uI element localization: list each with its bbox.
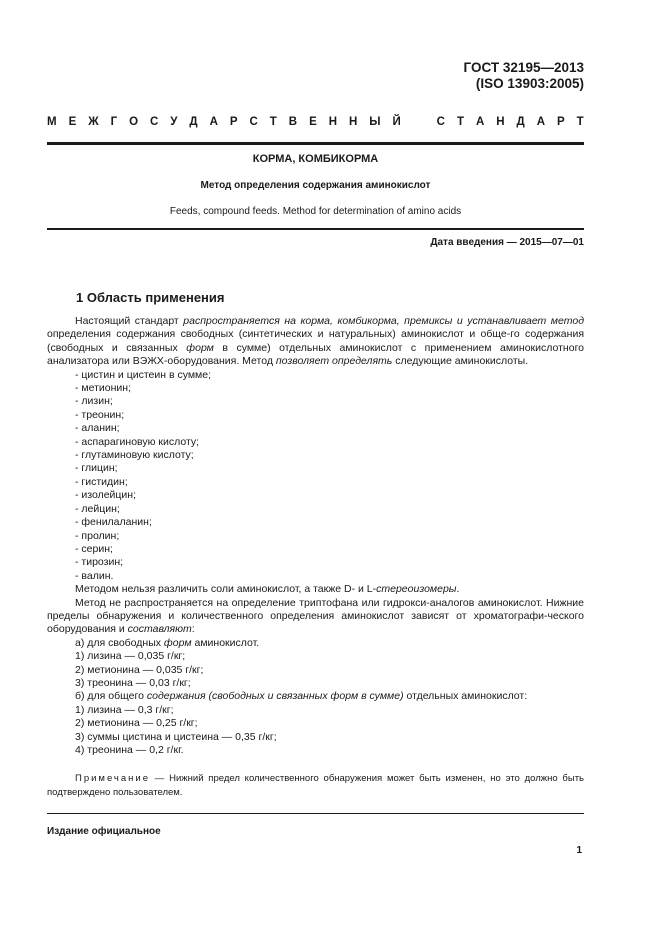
text-run: а) для свободных [75, 636, 164, 649]
amino-acid-item: - валин. [75, 569, 114, 582]
iso-reference: (ISO 13903:2005) [475, 76, 584, 91]
amino-acid-item: - метионин; [75, 382, 132, 395]
text-run: аминокислот. [191, 636, 260, 649]
isomer-paragraph [47, 583, 584, 596]
banner-letter: Е [68, 116, 77, 128]
text-run: определения содержания свободных (синтетических и натуральных) аминокислот и обще-го содержания (свободных и связанных [47, 328, 584, 354]
text-run: Метод не распространяется на определение триптофана или гидрокси-аналогов аминокислот. Нижние пределы обнаружения и количественного определения аминокислот зависят от хроматографи-ческого оборудования и [47, 596, 584, 636]
banner-letter: Г [110, 116, 118, 128]
banner-letter: Н [496, 116, 505, 128]
amino-acid-item: - пролин; [75, 529, 120, 542]
amino-acid-item: - глутаминовую кислоту; [75, 449, 194, 462]
banner-letter: Р [229, 116, 238, 128]
footer-divider [47, 813, 584, 814]
page-number: 1 [576, 845, 582, 856]
banner-letter: Й [392, 116, 401, 128]
banner-letter: А [209, 116, 218, 128]
header-divider [47, 142, 584, 145]
banner-letter: Н [328, 116, 338, 128]
note-label: Примечание [75, 773, 150, 784]
amino-acid-item: - фенилаланин; [75, 516, 152, 529]
title-divider [47, 228, 584, 230]
text-run: б) для общего [75, 690, 147, 703]
amino-acid-item: - цистин и цистеин в сумме; [75, 368, 212, 381]
banner-letter: В [288, 116, 298, 128]
text-run: Методом нельзя различить соли аминокислот, а также D- и L- [75, 583, 377, 596]
total-limit-item: 4) треонина — 0,2 г/кг. [75, 744, 184, 756]
document-title: КОРМА, КОМБИКОРМА [252, 153, 379, 165]
italic-run: стереоизомеры [376, 583, 457, 596]
free-limit-item: 2) метионина — 0,035 г/кг; [75, 663, 204, 676]
banner-letter: С [150, 116, 159, 128]
standard-code: ГОСТ 32195—2013 [463, 60, 584, 75]
standard-type-banner [47, 116, 584, 128]
italic-run: форм [163, 636, 192, 649]
section-body [47, 315, 584, 757]
banner-letter: Д [516, 116, 525, 128]
italic-run: распространяется на корма, комбикорма, премиксы и устанавливает метод [183, 315, 585, 327]
text-run: : [191, 623, 195, 636]
banner-letter: Р [556, 116, 565, 128]
text-run: отдельных аминокислот: [403, 690, 528, 703]
text-run: в сумме) отдельных аминокислот с применением аминокислотного анализатора или ВЭЖХ-оборудования. Метод [47, 341, 585, 368]
amino-acid-item: - лизин; [75, 395, 113, 408]
banner-letter: М [47, 116, 57, 128]
total-content-heading [47, 690, 584, 703]
english-title: Feeds, compound feeds. Method for determination of amino acids [169, 206, 462, 217]
italic-run: содержания (свободных и связанных форм в сумме) [146, 690, 404, 703]
amino-acid-item: - аланин; [75, 422, 120, 435]
banner-letter: Н [348, 116, 358, 128]
banner-letter: С [249, 116, 258, 128]
note [47, 772, 584, 800]
limits-paragraph [47, 597, 584, 637]
section-heading: 1 Область применения [76, 290, 225, 305]
amino-acid-item: - серин; [75, 542, 113, 555]
amino-acid-item: - гистидин; [75, 475, 128, 488]
banner-letter: А [475, 116, 485, 128]
amino-acid-item: - аспарагиновую кислоту; [75, 435, 200, 448]
total-limit-item: 2) метионина — 0,25 г/кг; [75, 717, 198, 730]
amino-acid-item: - лейцин; [75, 502, 120, 515]
edition-label: Издание официальное [47, 826, 161, 837]
text-run: Настоящий стандарт [75, 315, 184, 327]
italic-run: составляют [127, 623, 192, 636]
banner-letter: Д [189, 116, 198, 128]
free-limit-item: 1) лизина — 0,035 г/кг; [75, 650, 186, 663]
banner-letter: Т [269, 116, 277, 128]
total-limit-item: 1) лизина — 0,3 г/кг; [75, 703, 174, 716]
total-limit-item: 3) суммы цистина и цистеина — 0,35 г/кг; [75, 730, 277, 743]
amino-acid-item: - треонин; [75, 408, 125, 421]
banner-letter: Т [576, 116, 584, 128]
banner-letter: С [436, 116, 445, 128]
method-title: Метод определения содержания аминокислот [200, 180, 431, 191]
banner-letter: У [170, 116, 178, 128]
free-limit-item: 3) треонина — 0,03 г/кг; [75, 676, 191, 689]
italic-run: позволяет определять [275, 355, 393, 368]
amino-acid-item: - глицин; [75, 462, 118, 475]
note-text: — Нижний предел количественного обнаружения может быть изменен, но это должно быть подтверждено пользователем. [47, 773, 584, 798]
amino-acid-item: - тирозин; [75, 556, 124, 569]
banner-letter: А [536, 116, 545, 128]
amino-acid-item: - изолейцин; [75, 489, 137, 502]
standard-designation [464, 60, 584, 92]
introduction-date: Дата введения — 2015—07—01 [430, 237, 584, 248]
banner-letter: О [129, 116, 139, 128]
banner-letter: Ж [88, 116, 99, 128]
free-forms-heading [47, 637, 584, 650]
banner-letter: Е [309, 116, 317, 128]
banner-letter: Т [456, 116, 464, 128]
text-run: следующие аминокислоты. [392, 355, 529, 368]
scope-paragraph [47, 315, 584, 369]
text-run: . [456, 583, 460, 596]
italic-run: форм [186, 341, 214, 354]
banner-letter: Ы [369, 116, 381, 128]
